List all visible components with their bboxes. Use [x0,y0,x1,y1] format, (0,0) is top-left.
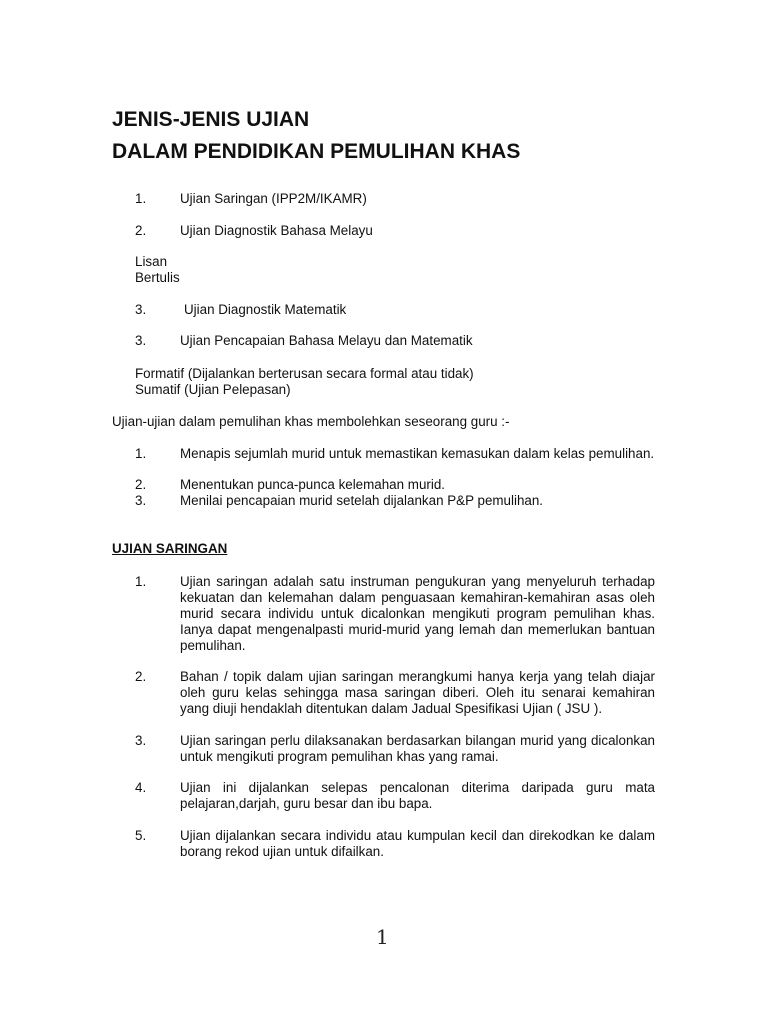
purpose-number: 2. [135,477,147,492]
purpose-item: Menentukan punca-punca kelemahan murid. [180,477,446,492]
section-item-number: 4. [135,780,147,795]
purpose-item: Menapis sejumlah murid untuk memastikan kemasukan dalam kelas pemulihan. [180,446,655,461]
sub-item-oral: Lisan [135,254,168,269]
section-item-number: 3. [135,733,147,748]
test-number: 2. [135,223,147,238]
section-item: Bahan / topik dalam ujian saringan merangkumi hanya kerja yang telah diajar oleh guru kelas sehingga masa saringan diberi. Oleh itu senarai kemahiran yang diuji hendaklah ditentukan dalam Jadual Spesifikasi Ujian ( JSU ). [180,669,655,716]
test-diagnostic-malay: Ujian Diagnostik Bahasa Melayu [180,223,373,238]
test-number: 3. [135,302,147,317]
section-item: Ujian dijalankan secara individu atau kumpulan kecil dan direkodkan ke dalam borang rekod ujian untuk difailkan. [180,828,655,859]
section-heading: UJIAN SARINGAN [112,541,228,556]
page-number: 1 [376,925,389,949]
purpose-intro: Ujian-ujian dalam pemulihan khas membolehkan seseorang guru :- [112,414,510,429]
sub-item-summative: Sumatif (Ujian Pelepasan) [135,382,291,397]
section-item-number: 5. [135,828,147,843]
test-screening: Ujian Saringan (IPP2M/IKAMR) [180,191,367,206]
sub-item-formative: Formatif (Dijalankan berterusan secara formal atau tidak) [135,366,474,381]
purpose-number: 3. [135,493,147,508]
sub-item-written: Bertulis [135,270,180,285]
section-item-number: 2. [135,669,147,684]
section-item: Ujian ini dijalankan selepas pencalonan diterima daripada guru mata pelajaran,darjah, guru besar dan ibu bapa. [180,780,655,811]
purpose-item: Menilai pencapaian murid setelah dijalankan P&P pemulihan. [180,493,544,508]
section-item: Ujian saringan adalah satu instruman pengukuran yang menyeluruh terhadap kekuatan dan kelemahan dalam penguasaan kemahiran-kemahiran asas oleh murid secara individu untuk dicalonkan mengikuti program pemulihan khas. Ianya dapat mengenalpasti murid-murid yang lemah dan memerlukan bantuan pemulihan. [180,574,655,653]
test-number: 1. [135,191,147,206]
test-achievement: Ujian Pencapaian Bahasa Melayu dan Matematik [180,333,473,348]
title-line-1: JENIS-JENIS UJIAN [112,108,310,131]
test-diagnostic-math: Ujian Diagnostik Matematik [184,302,347,317]
test-number: 3. [135,333,147,348]
section-item: Ujian saringan perlu dilaksanakan berdasarkan bilangan murid yang dicalonkan untuk mengikuti program pemulihan khas yang ramai. [180,733,655,764]
title-line-2: DALAM PENDIDIKAN PEMULIHAN KHAS [112,140,521,163]
purpose-number: 1. [135,446,147,461]
document-title [112,104,520,168]
section-item-number: 1. [135,574,147,589]
